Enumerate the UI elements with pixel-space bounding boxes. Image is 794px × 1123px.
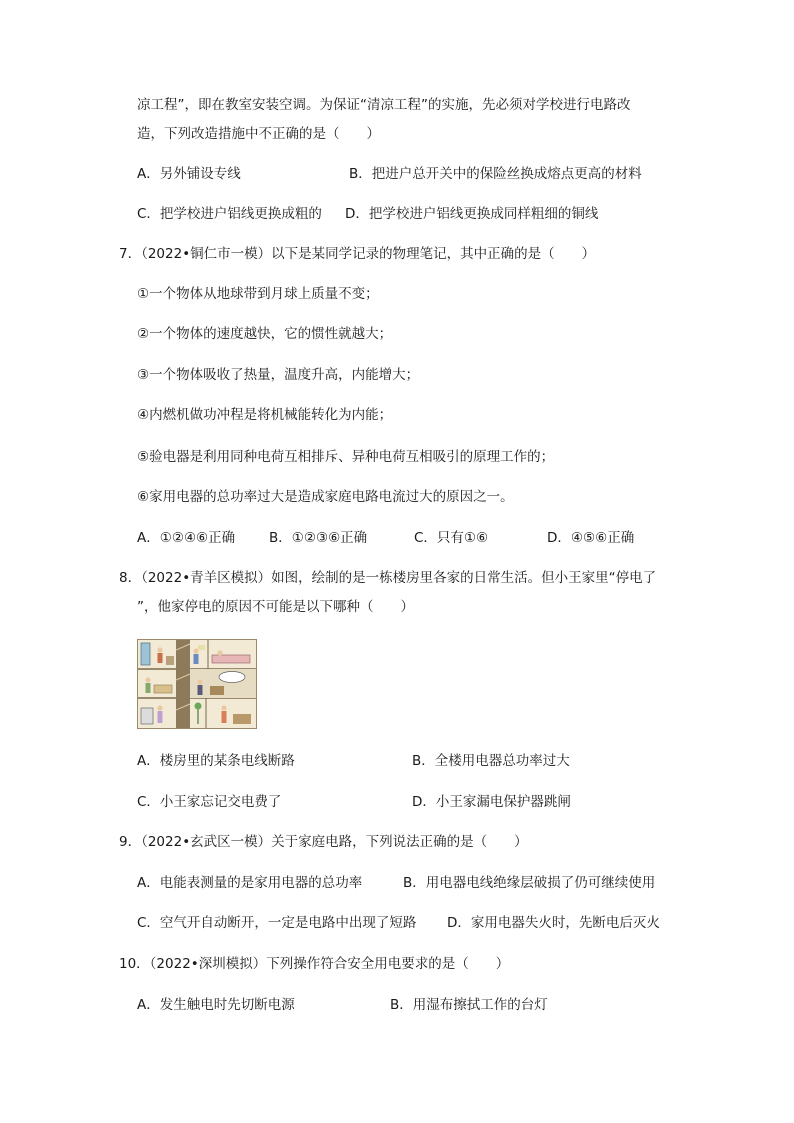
building-drawing [138, 640, 256, 728]
q9-stem: 9．（2022•玄武区一模）关于家庭电路，下列说法正确的是（ ） [119, 834, 528, 850]
q6-stem-line2: 造，下列改造措施中不正确的是（ ） [137, 126, 380, 142]
q8-option-d: D．小王家漏电保护器跳闸 [412, 794, 571, 810]
q7-item-5: ⑤验电器是利用同种电荷互相排斥、异种电荷互相吸引的原理工作的； [137, 449, 555, 465]
q9-option-a: A．电能表测量的是家用电器的总功率 [137, 875, 363, 891]
q9-option-c: C．空气开自动断开，一定是电路中出现了短路 [137, 915, 417, 931]
q6-stem-line1: 凉工程”，即在教室安装空调。为保证“清凉工程”的实施，先必须对学校进行电路改 [137, 97, 631, 113]
q9-option-b: B．用电器电线绝缘层破损了仍可继续使用 [403, 875, 656, 891]
q6-option-b: B．把进户总开关中的保险丝换成熔点更高的材料 [349, 166, 642, 182]
q8-option-a: A．楼房里的某条电线断路 [137, 753, 295, 769]
q7-item-3: ③一个物体吸收了热量，温度升高，内能增大； [137, 367, 420, 383]
q7-option-b: B．①②③⑥正确 [269, 530, 368, 546]
q7-option-d: D．④⑤⑥正确 [547, 530, 635, 546]
q7-stem: 7．（2022•铜仁市一模）以下是某同学记录的物理笔记，其中正确的是（ ） [119, 246, 596, 262]
q8-stem-line1: 8．（2022•青羊区模拟）如图，绘制的是一栋楼房里各家的日常生活。但小王家里“停电了 [119, 570, 657, 586]
q10-option-a: A．发生触电时先切断电源 [137, 997, 295, 1013]
q10-stem: 10．（2022•深圳模拟）下列操作符合安全用电要求的是（ ） [119, 956, 510, 972]
q10-option-b: B．用湿布擦拭工作的台灯 [390, 997, 548, 1013]
q8-option-b: B．全楼用电器总功率过大 [412, 753, 570, 769]
q6-option-d: D．把学校进户铝线更换成同样粗细的铜线 [345, 206, 599, 222]
q8-option-c: C．小王家忘记交电费了 [137, 794, 282, 810]
q8-stem-line2: ”，他家停电的原因不可能是以下哪种（ ） [137, 599, 414, 615]
q9-option-d: D．家用电器失火时，先断电后灭火 [447, 915, 660, 931]
q7-option-a: A．①②④⑥正确 [137, 530, 236, 546]
q7-item-6: ⑥家用电器的总功率过大是造成家庭电路电流过大的原因之一。 [137, 489, 514, 505]
building-illustration [137, 639, 257, 729]
q7-option-c: C．只有①⑥ [414, 530, 489, 546]
q7-item-4: ④内燃机做功冲程是将机械能转化为内能； [137, 407, 393, 423]
q7-item-1: ①一个物体从地球带到月球上质量不变； [137, 286, 379, 302]
q7-item-2: ②一个物体的速度越快，它的惯性就越大； [137, 326, 393, 342]
q6-option-a: A．另外铺设专线 [137, 166, 241, 182]
q6-option-c: C．把学校进户铝线更换成粗的 [137, 206, 322, 222]
